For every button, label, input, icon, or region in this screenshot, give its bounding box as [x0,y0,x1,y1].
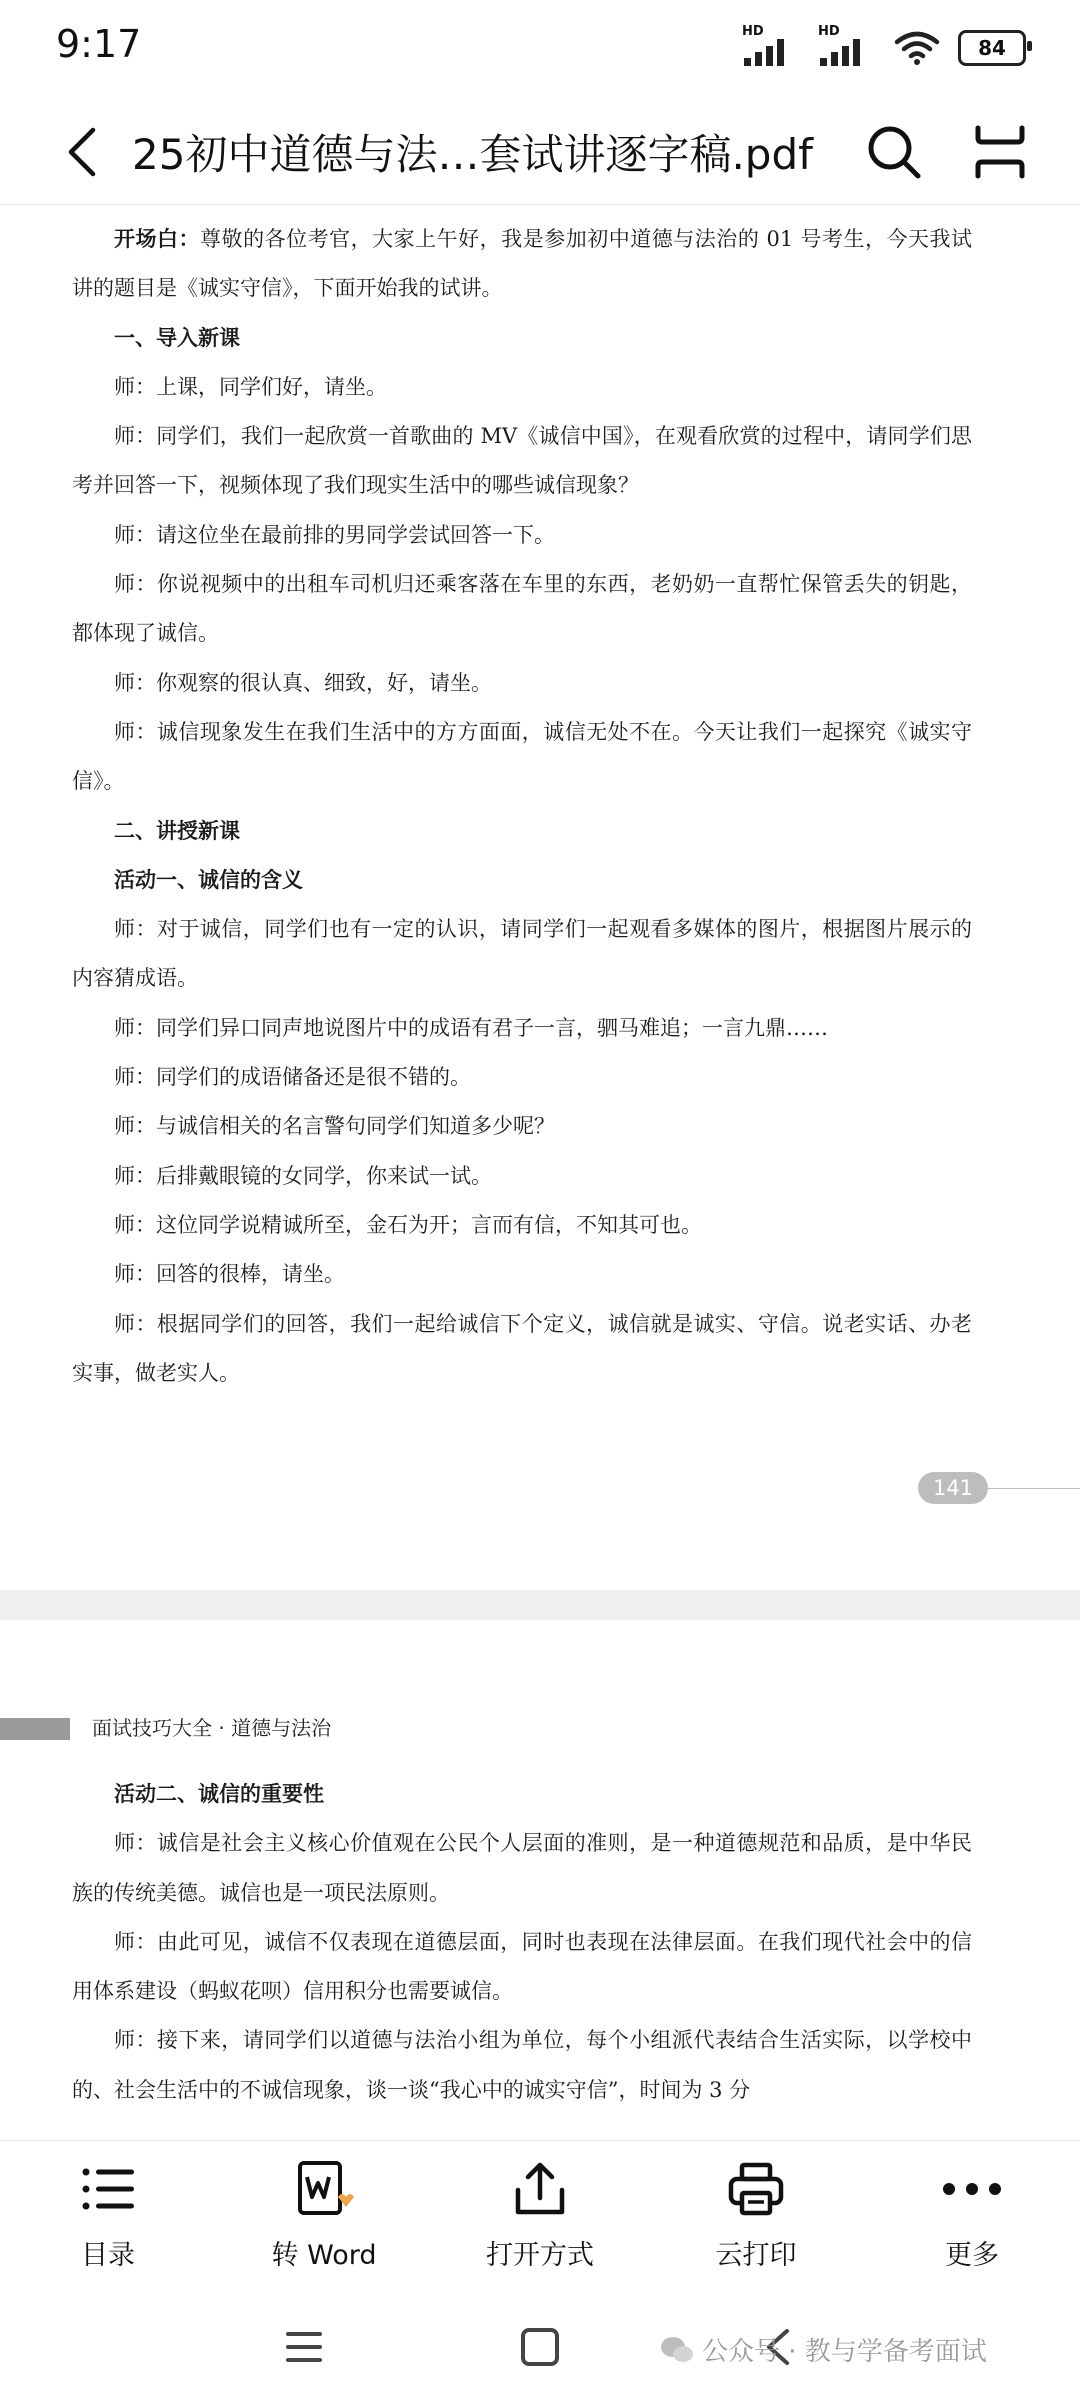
activity-heading: 活动二、诚信的重要性 [114,1782,324,1806]
activity-heading: 活动一、诚信的含义 [114,867,303,892]
opening-text: 尊敬的各位考官，大家上午好，我是参加初中道德与法治的 01 号考生，今天我试讲的题目是《诚实守信》，下面开始我的试讲。 [72,227,972,301]
opening-label: 开场白： [114,227,201,251]
paragraph: 师：请这位坐在最前排的男同学尝试回答一下。 [114,522,555,547]
paragraph: 师：根据同学们的回答，我们一起给诚信下个定义，诚信就是诚实、守信。说老实话、办老实事，做老实人。 [72,1311,972,1385]
pdf-page [0,205,1080,1590]
word-convert-icon [292,2157,356,2221]
paragraph: 师：诚信是社会主义核心价值观在公民个人层面的准则，是一种道德规范和品质，是中华民族的传统美德。诚信也是一项民法原则。 [72,1831,972,1905]
status-icons [742,24,1026,68]
signal-icon [742,24,800,68]
signal-icon-2 [818,24,876,68]
page-number-badge: 141 [918,1472,988,1504]
more-label: 更多 [945,2240,999,2271]
cloud-print-button[interactable] [648,2141,864,2296]
document-viewer[interactable] [0,205,1080,2140]
paragraph: 师：后排戴眼镜的女同学，你来试一试。 [114,1163,492,1188]
convert-word-button[interactable] [216,2141,432,2296]
open-with-label: 打开方式 [486,2240,594,2271]
pdf-page [0,1620,1080,2140]
status-bar [0,0,1080,100]
bottom-toolbar [0,2140,1080,2296]
paragraph: 师：同学们的成语储备还是很不错的。 [114,1065,471,1090]
status-time: 9:17 [56,22,142,66]
paragraph: 师：由此可见，诚信不仅表现在道德层面，同时也表现在法律层面。在我们现代社会中的信用体系建设（蚂蚁花呗）信用积分也需要诚信。 [72,1929,972,2004]
printer-icon [724,2157,788,2221]
wechat-icon [660,2335,694,2365]
more-dots-icon [940,2157,1004,2221]
chevron-left-icon [65,126,99,178]
page-text [72,1770,972,2115]
paragraph: 师：与诚信相关的名言警句同学们知道多少呢？ [114,1114,555,1139]
hd-label: HD [742,24,764,39]
page-number-line [988,1488,1080,1489]
paragraph [72,215,972,314]
document-title: 25初中道德与法…套试讲逐字稿.pdf [132,130,813,179]
watermark-text: 公众号 · 教与学备考面试 [702,2337,987,2367]
page-text [72,215,972,1398]
open-with-button[interactable] [432,2141,648,2296]
paragraph: 师：回答的很棒，请坐。 [114,1262,345,1287]
header-bar-decoration [0,1718,70,1740]
search-icon [862,120,926,184]
section-heading: 二、讲授新课 [114,818,240,843]
system-nav-bar [0,2295,1080,2401]
title-bar [0,100,1080,205]
paragraph: 师：这位同学说精诚所至，金石为开；言而有信，不知其可也。 [114,1212,702,1237]
layout-icon [968,120,1032,184]
paragraph: 师：同学们，我们一起欣赏一首歌曲的 MV《诚信中国》，在观看欣赏的过程中，请同学们思考并回答一下，视频体现了我们现实生活中的哪些诚信现象？ [72,424,972,498]
wifi-icon [894,30,940,66]
more-button[interactable] [864,2141,1080,2296]
menu-icon [284,2329,324,2365]
list-icon [76,2157,140,2221]
search-button[interactable] [862,120,926,184]
paragraph: 师：对于诚信，同学们也有一定的认识，请同学们一起观看多媒体的图片，根据图片展示的内容猜成语。 [72,917,972,991]
home-button[interactable] [510,2317,570,2377]
hd-label-2: HD [818,24,840,39]
battery-icon: 84 [958,30,1026,66]
section-heading: 一、导入新课 [114,325,240,350]
paragraph: 师：上课，同学们好，请坐。 [114,374,387,399]
toc-button[interactable] [0,2141,216,2296]
toc-label: 目录 [81,2240,135,2271]
paragraph: 师：你观察的很认真、细致，好，请坐。 [114,670,492,695]
view-mode-button[interactable] [968,120,1032,184]
share-icon [508,2157,572,2221]
home-square-icon [520,2327,560,2367]
watermark [660,2331,987,2368]
convert-word-label: 转 Word [271,2240,377,2271]
paragraph: 师：你说视频中的出租车司机归还乘客落在车里的东西，老奶奶一直帮忙保管丢失的钥匙，都体现了诚信。 [72,572,972,646]
running-header: 面试技巧大全 · 道德与法治 [92,1716,332,1740]
cloud-print-label: 云打印 [715,2240,797,2271]
paragraph: 师：同学们异口同声地说图片中的成语有君子一言，驷马难追；一言九鼎…… [114,1015,828,1040]
recents-button[interactable] [274,2317,334,2377]
paragraph: 师：接下来，请同学们以道德与法治小组为单位，每个小组派代表结合生活实际，以学校中的、社会生活中的不诚信现象，谈一谈“我心中的诚实守信”，时间为 3 分 [72,2028,972,2102]
paragraph: 师：诚信现象发生在我们生活中的方方面面，诚信无处不在。今天让我们一起探究《诚实守信》。 [72,719,972,794]
back-button[interactable] [52,120,112,184]
